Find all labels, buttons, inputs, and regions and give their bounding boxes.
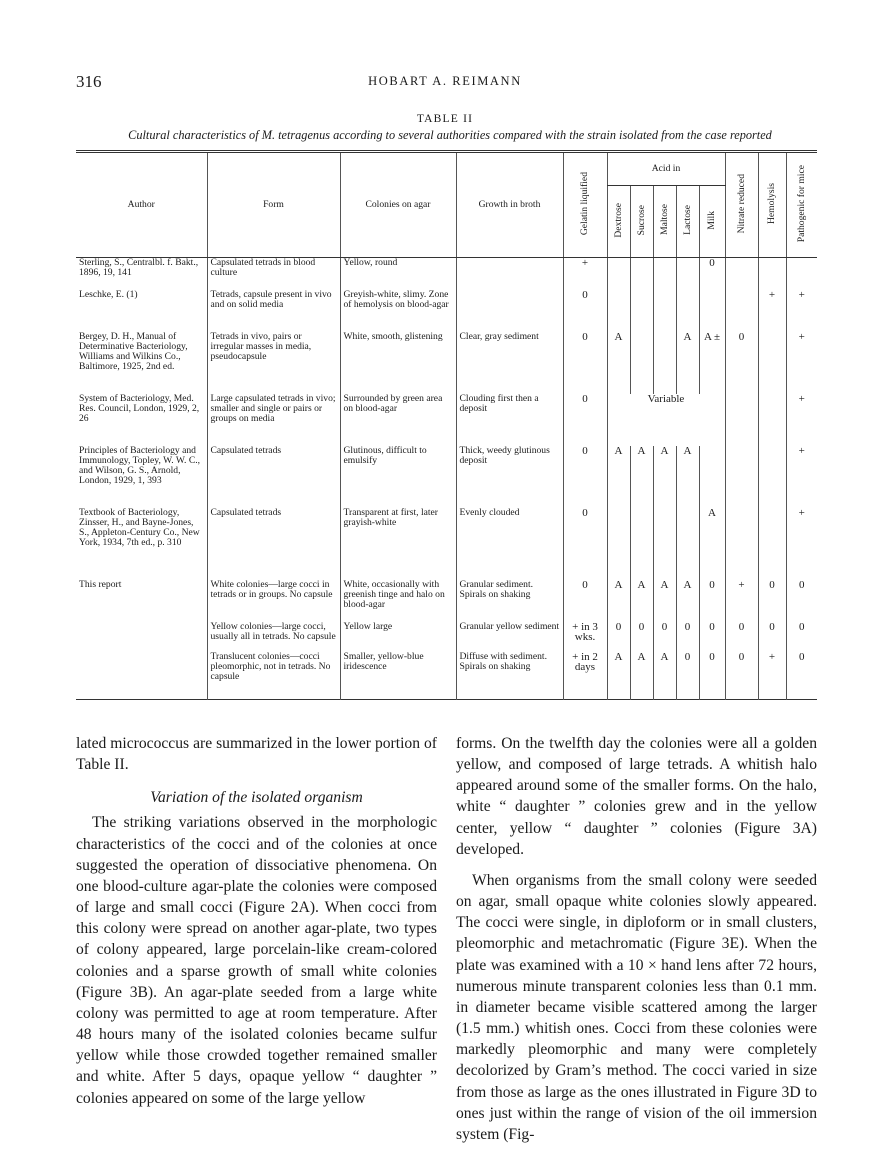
cell-sucrose [630, 332, 653, 394]
table-row [76, 508, 817, 580]
cell-form: Translucent colonies—cocci pleomorphic, not in tetrads. No capsule [207, 652, 340, 700]
table-row [76, 332, 817, 394]
cell-author: Leschke, E. (1) [79, 288, 138, 300]
col-milk: Milk [699, 186, 725, 258]
col-acid-in: Acid in [607, 152, 725, 186]
cell-colonies: Smaller, yellow-blue iridescence [340, 652, 456, 700]
table-row [76, 652, 817, 700]
cell-hemolysis: 0 [758, 580, 786, 622]
cell-milk: 0 [699, 580, 725, 622]
table-row [76, 580, 817, 622]
cell-nitrate [725, 508, 758, 580]
data-table [76, 150, 817, 700]
cell-gelatin: 0 [563, 446, 607, 508]
cell-nitrate: 0 [725, 622, 758, 652]
cell-gelatin: + [563, 258, 607, 290]
cell-form: Tetrads in vivo, pairs or irregular masses in media, pseudocapsule [207, 332, 340, 394]
cell-nitrate [725, 258, 758, 290]
table-caption: Cultural characteristics of M. tetragenus according to several authorities compared with the strain isolated from the case reported [128, 128, 772, 142]
cell-maltose [653, 332, 676, 394]
paragraph: When organisms from the small colony were seeded on agar, small opaque white colonies slowly appeared. The cocci were single, in diploform or in small clusters, pleomorphic and metachromatic (Figure 3E). When the plate was examined with a 10 × hand lens after 72 hours, numerous minute transparent colonies less than 0.1 mm. in diameter became visible scattered among the larger (1.5 mm.) whitish ones. Cocci from these colonies were markedly pleomorphic and many were completely decolorized by Gram’s method. The cocci varied in size from those as large as the ones illustrated in Figure 3D to ones just within the range of vision of the oil immersion system (Fig- [456, 871, 817, 1143]
table-row [76, 446, 817, 508]
cell-milk: 0 [699, 258, 725, 290]
col-colonies: Colonies on agar [340, 152, 456, 258]
cell-lactose: 0 [676, 652, 699, 700]
cell-colonies: Surrounded by green area on blood-agar [340, 394, 456, 446]
cell-nitrate: 0 [725, 652, 758, 700]
cell-pathogenic [786, 258, 817, 290]
cell-sucrose: A [630, 446, 653, 508]
cell-dextrose: A [607, 332, 630, 394]
cell-gelatin: 0 [563, 332, 607, 394]
col-form: Form [207, 152, 340, 258]
cell-dextrose [607, 290, 630, 332]
cell-nitrate [725, 394, 758, 446]
cell-broth: Diffuse with sediment. Spirals on shaking [456, 652, 563, 700]
cell-gelatin: 0 [563, 508, 607, 580]
cell-author: Principles of Bacteriology and Immunology, Topley, W. W. C., and Wilson, G. S., Arnold, London, 1929, 1, 393 [79, 444, 201, 487]
cell-form: Capsulated tetrads [207, 508, 340, 580]
paragraph: lated micrococcus are summarized in the lower portion of Table II. [76, 735, 437, 774]
cell-author: Bergey, D. H., Manual of Determinative Bacteriology, Williams and Wilkins Co., Baltimore, 1925, 2nd ed. [79, 330, 188, 373]
cell-sucrose: 0 [630, 622, 653, 652]
cell-pathogenic: 0 [786, 580, 817, 622]
table-label: TABLE II [416, 113, 474, 125]
cell-nitrate [725, 446, 758, 508]
cell-form: Large capsulated tetrads in vivo; smaller and single or pairs or groups on media [207, 394, 340, 446]
cell-lactose [676, 508, 699, 580]
cell-hemolysis: 0 [758, 622, 786, 652]
cell-broth [456, 258, 563, 290]
cell-author: This report [79, 578, 122, 590]
cell-pathogenic: + [786, 446, 817, 508]
cell-dextrose: A [607, 652, 630, 700]
cell-hemolysis: + [758, 290, 786, 332]
cell-author [76, 652, 207, 700]
cell-gelatin: 0 [563, 290, 607, 332]
table-row [76, 258, 817, 290]
cell-pathogenic: 0 [786, 652, 817, 700]
cell-pathogenic: + [786, 394, 817, 446]
cell-pathogenic: + [786, 290, 817, 332]
cell-hemolysis [758, 446, 786, 508]
cell-colonies: Yellow large [340, 622, 456, 652]
cell-lactose [676, 258, 699, 290]
cell-dextrose: A [607, 580, 630, 622]
cell-hemolysis [758, 508, 786, 580]
body-column-right [456, 733, 817, 1145]
cell-nitrate: + [725, 580, 758, 622]
cell-milk: A ± [699, 332, 725, 394]
cell-sucrose [630, 508, 653, 580]
cell-colonies: Greyish-white, slimy. Zone of hemolysis on blood-agar [340, 290, 456, 332]
col-gelatin: Gelatin liquified [563, 152, 607, 258]
cell-form: White colonies—large cocci in tetrads or in groups. No capsule [207, 580, 340, 622]
col-maltose: Maltose [653, 186, 676, 258]
cell-lactose: A [676, 580, 699, 622]
cell-variable: Variable [607, 394, 725, 446]
paragraph: forms. On the twelfth day the colonies were all a golden yellow, and composed of large tetrads. A whitish halo appeared around some of the smaller forms. On the halo, white “ daughter ” colonies grew and in the yellow center, yellow “ daughter ” colonies (Figure 3A) developed. [456, 735, 817, 858]
cell-gelatin: + in 2 days [563, 652, 607, 700]
cell-gelatin: + in 3 wks. [563, 622, 607, 652]
col-hemolysis: Hemolysis [758, 152, 786, 258]
cell-form: Capsulated tetrads in blood culture [207, 258, 340, 290]
cell-hemolysis [758, 332, 786, 394]
cell-pathogenic: + [786, 332, 817, 394]
cell-milk [699, 446, 725, 508]
cell-broth: Clouding first then a deposit [456, 394, 563, 446]
cell-author: Sterling, S., Centralbl. f. Bakt., 1896, 19, 141 [79, 257, 199, 279]
cell-maltose: A [653, 446, 676, 508]
cell-nitrate [725, 290, 758, 332]
cell-colonies: Transparent at first, later grayish-white [340, 508, 456, 580]
cell-milk: 0 [699, 622, 725, 652]
cell-colonies: White, occasionally with greenish tinge and halo on blood-agar [340, 580, 456, 622]
cell-sucrose [630, 290, 653, 332]
cell-maltose: A [653, 580, 676, 622]
cell-gelatin: 0 [563, 394, 607, 446]
cell-dextrose [607, 508, 630, 580]
cell-maltose [653, 508, 676, 580]
cell-lactose [676, 290, 699, 332]
cell-broth: Granular yellow sediment [456, 622, 563, 652]
cell-pathogenic: + [786, 508, 817, 580]
body-column-left [76, 733, 437, 1109]
col-pathogenic: Pathogenic for mice [786, 152, 817, 258]
cell-dextrose [607, 258, 630, 290]
cell-maltose [653, 258, 676, 290]
cell-maltose [653, 290, 676, 332]
cell-broth [456, 290, 563, 332]
cell-sucrose: A [630, 580, 653, 622]
cell-broth: Evenly clouded [456, 508, 563, 580]
col-author: Author [76, 152, 207, 258]
col-dextrose: Dextrose [607, 186, 630, 258]
cell-lactose: A [676, 446, 699, 508]
cell-colonies: Glutinous, difficult to emulsify [340, 446, 456, 508]
cell-hemolysis: + [758, 652, 786, 700]
cell-broth: Clear, gray sediment [456, 332, 563, 394]
cell-maltose: A [653, 652, 676, 700]
cell-maltose: 0 [653, 622, 676, 652]
cell-hemolysis [758, 394, 786, 446]
cell-milk [699, 290, 725, 332]
table-row [76, 622, 817, 652]
col-lactose: Lactose [676, 186, 699, 258]
cell-lactose: A [676, 332, 699, 394]
cell-author [76, 622, 207, 652]
cell-milk: 0 [699, 652, 725, 700]
page-number: 316 [76, 72, 102, 91]
cell-sucrose: A [630, 652, 653, 700]
cell-form: Yellow colonies—large cocci, usually all in tetrads. No capsule [207, 622, 340, 652]
cell-author: System of Bacteriology, Med. Res. Council, London, 1929, 2, 26 [79, 392, 200, 424]
table-row [76, 290, 817, 332]
col-nitrate: Nitrate reduced [725, 152, 758, 258]
section-subheading: Variation of the isolated organism [150, 789, 363, 807]
running-head: HOBART A. REIMANN [368, 74, 522, 88]
cell-hemolysis [758, 258, 786, 290]
cell-pathogenic: 0 [786, 622, 817, 652]
cell-milk: A [699, 508, 725, 580]
cell-form: Tetrads, capsule present in vivo and on solid media [207, 290, 340, 332]
paragraph: The striking variations observed in the morphologic characteristics of the cocci and of the colonies at once suggested the operation of dissociative phenomena. On one blood-culture agar-plate the colonies were composed of large and small cocci (Figure 2A). When cocci from this colony were spread on another agar-plate, two types of colony appeared, large porcelain-like cream-colored colonies and a sparse growth of small white colonies (Figure 3B). An agar-plate seeded from a large white colony was permitted to age at room temperature. After 48 hours many of the isolated colonies became sulfur yellow while those crowded together remained smaller and white. After 5 days, opaque yellow “ daughter ” colonies appeared on some of the large yellow [76, 814, 437, 1107]
cell-author: Textbook of Bacteriology, Zinsser, H., and Bayne-Jones, S., Appleton-Century Co., New York, 1934, 7th ed., p. 310 [79, 506, 200, 549]
cell-sucrose [630, 258, 653, 290]
cell-colonies: Yellow, round [340, 258, 456, 290]
cell-nitrate: 0 [725, 332, 758, 394]
cell-form: Capsulated tetrads [207, 446, 340, 508]
cell-lactose: 0 [676, 622, 699, 652]
cell-colonies: White, smooth, glistening [340, 332, 456, 394]
cell-broth: Granular sediment. Spirals on shaking [456, 580, 563, 622]
table-row [76, 394, 817, 446]
cell-broth: Thick, weedy glutinous deposit [456, 446, 563, 508]
col-sucrose: Sucrose [630, 186, 653, 258]
page-header [76, 72, 814, 92]
cell-dextrose: 0 [607, 622, 630, 652]
cell-gelatin: 0 [563, 580, 607, 622]
col-broth: Growth in broth [456, 152, 563, 258]
cell-dextrose: A [607, 446, 630, 508]
